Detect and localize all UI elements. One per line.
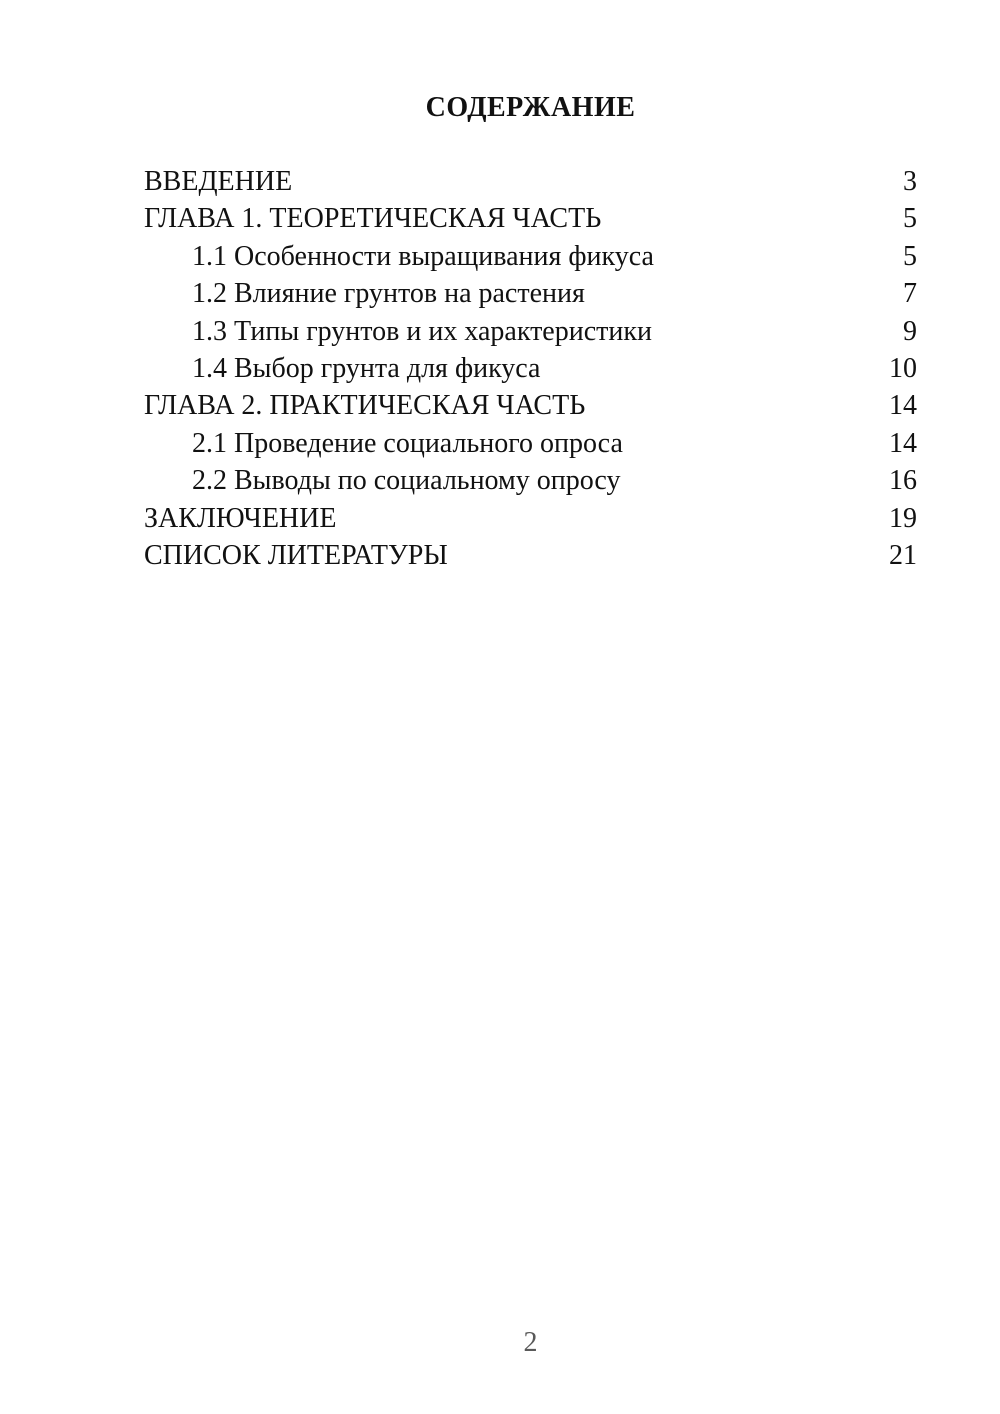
toc-entry-page-number: 5	[903, 203, 917, 235]
toc-entry-page-number: 5	[903, 240, 917, 272]
toc-entry-page-number: 14	[889, 427, 917, 459]
footer-page-number: 2	[523, 1327, 538, 1358]
toc-entry-page-number: 19	[889, 502, 917, 534]
toc-entry	[144, 500, 917, 537]
toc-entry	[144, 387, 917, 424]
toc-entry-page-number: 7	[903, 278, 917, 310]
toc-entry	[144, 350, 917, 387]
toc-entry-label: 2.2 Выводы по социальному опросу	[192, 465, 621, 497]
toc-entry-page-number: 10	[889, 352, 917, 384]
table-of-contents	[144, 163, 917, 574]
toc-entry-label: 1.2 Влияние грунтов на растения	[192, 278, 585, 310]
toc-entry-page-number: 21	[889, 539, 917, 571]
toc-entry-label: ВВЕДЕНИЕ	[144, 166, 293, 197]
toc-entry-page-number: 16	[889, 465, 917, 497]
page-content	[0, 89, 1000, 574]
toc-entry-label: 1.1 Особенности выращивания фикуса	[192, 240, 654, 272]
toc-entry-label: ГЛАВА 2. ПРАКТИЧЕСКАЯ ЧАСТЬ	[144, 390, 586, 422]
toc-entry-label: 1.4 Выбор грунта для фикуса	[192, 352, 541, 384]
toc-entry-label: СПИСОК ЛИТЕРАТУРЫ	[144, 539, 448, 571]
toc-entry-page-number: 9	[903, 315, 917, 347]
toc-entry	[144, 275, 917, 312]
page-title: СОДЕРЖАНИЕ	[425, 92, 636, 123]
toc-entry-page-number: 14	[889, 390, 917, 422]
toc-entry	[144, 462, 917, 499]
toc-entry	[144, 163, 917, 200]
toc-entry-label: ГЛАВА 1. ТЕОРЕТИЧЕСКАЯ ЧАСТЬ	[144, 203, 602, 235]
toc-entry	[144, 537, 917, 574]
toc-entry	[144, 313, 917, 350]
toc-entry	[144, 425, 917, 462]
toc-entry-label: ЗАКЛЮЧЕНИЕ	[144, 502, 337, 534]
toc-entry	[144, 238, 917, 275]
toc-entry-page-number: 3	[903, 166, 917, 197]
toc-entry-label: 2.1 Проведение социального опроса	[192, 427, 623, 459]
toc-entry-label: 1.3 Типы грунтов и их характеристики	[192, 315, 652, 347]
toc-entry	[144, 200, 917, 237]
